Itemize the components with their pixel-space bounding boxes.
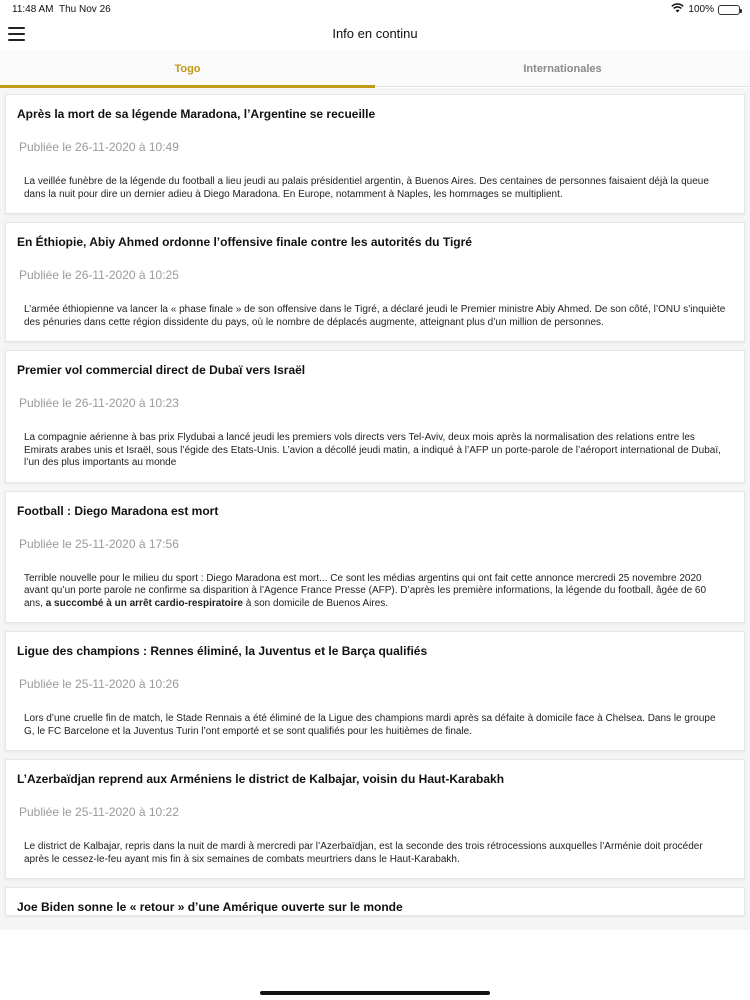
article-card[interactable] — [5, 631, 745, 751]
status-bar — [0, 0, 750, 18]
article-title: En Éthiopie, Abiy Ahmed ordonne l’offensive finale contre les autorités du Tigré — [17, 235, 472, 249]
news-feed[interactable] — [0, 88, 750, 930]
wifi-icon — [671, 3, 684, 16]
battery-icon — [718, 5, 740, 15]
article-summary — [6, 552, 744, 623]
article-summary: La compagnie aérienne à bas prix Flydubai a lancé jeudi les premiers vols directs vers Tel-Aviv, deux mois après la normalisation des relations entre les Emirats arabes unis et Israël, sous l’égide des Etats-Unis. L’avion a décollé jeudi matin, a indiqué à l’AFP un porte-parole de l’aéroport international de Dubaï, l’un des plus importants au monde — [24, 432, 721, 468]
article-card[interactable] — [5, 491, 745, 624]
battery-percent: 100% — [688, 4, 714, 15]
summary-text-end: à son domicile de Buenos Aires. — [242, 597, 389, 609]
article-title: Joe Biden sonne le « retour » d’une Amérique ouverte sur le monde — [17, 900, 403, 914]
article-card[interactable] — [5, 887, 745, 916]
status-time: 11:48 AM — [12, 4, 54, 15]
article-date: Publiée le 25-11-2020 à 10:22 — [19, 805, 179, 819]
summary-text: Terrible nouvelle pour le milieu du sport : Diego Maradona est mort... Ce sont les médias argentins qui ont fait cette annonce mercredi 25 novembre 2020 avant qu’un porte parole ne confirme sa disparition à l’Agence France Presse (AFP). D’après les première informations, la légende du football, âgée de 60 ans, — [24, 572, 707, 609]
article-summary: La veillée funèbre de la légende du football a lieu jeudi au palais présidentiel argentin, à Buenos Aires. Des centaines de personnes faisaient déjà la queue dans la nuit pour dire un dernier adieu à Diego Maradona. En Europe, notamment à Naples, les hommages se multiplient. — [24, 176, 709, 200]
article-title: L’Azerbaïdjan reprend aux Arméniens le district de Kalbajar, voisin du Haut-Karabakh — [17, 772, 505, 786]
tab-internationales[interactable]: Internationales — [523, 62, 602, 75]
article-date: Publiée le 26-11-2020 à 10:25 — [19, 268, 179, 282]
article-title: Premier vol commercial direct de Dubaï vers Israël — [17, 363, 306, 377]
article-date: Publiée le 25-11-2020 à 17:56 — [19, 536, 179, 551]
summary-bold-text: a succombé à un arrêt cardio-respiratoire — [45, 597, 243, 609]
article-title: Après la mort de sa légende Maradona, l’Argentine se recueille — [17, 107, 376, 121]
article-title: Ligue des champions : Rennes éliminé, la Juventus et le Barça qualifiés — [17, 644, 428, 658]
home-indicator[interactable] — [260, 991, 490, 995]
article-card[interactable] — [5, 222, 745, 342]
article-date: Publiée le 26-11-2020 à 10:23 — [19, 396, 179, 410]
tab-togo[interactable]: Togo — [0, 50, 375, 87]
article-card[interactable] — [5, 94, 745, 214]
article-title: Football : Diego Maradona est mort — [17, 503, 219, 518]
article-card[interactable] — [5, 759, 745, 879]
article-date: Publiée le 25-11-2020 à 10:26 — [19, 677, 179, 691]
app-header — [0, 18, 750, 50]
status-right — [671, 3, 740, 16]
article-summary: Lors d’une cruelle fin de match, le Stade Rennais a été éliminé de la Ligue des champions mardi après sa défaite à domicile face à Chelsea. Dans le groupe G, le FC Barcelone et la Juventus Turin l’ont emporté et se sont qualifiés pour les huitièmes de finale. — [24, 713, 716, 737]
article-card[interactable] — [5, 350, 745, 483]
page-title: Info en continu — [332, 26, 418, 41]
article-date: Publiée le 26-11-2020 à 10:49 — [19, 140, 179, 154]
status-date: Thu Nov 26 — [59, 4, 111, 15]
article-summary: L’armée éthiopienne va lancer la « phase finale » de son offensive dans le Tigré, a déclaré jeudi le Premier ministre Abiy Ahmed. De son côté, l’ONU s’inquiète des pénuries dans cette région dissidente du pays, où le nombre de déplacés augmente, atteignant plus d’un million de personnes. — [24, 304, 726, 328]
tab-bar — [0, 50, 750, 87]
article-summary: Le district de Kalbajar, repris dans la nuit de mardi à mercredi par l’Azerbaïdjan, est la seconde des trois rétrocessions auxquelles l’Arménie doit procéder après le cessez-le-feu ayant mis fin à six semaines de combats meurtriers dans le Haut-Karabakh. — [24, 841, 703, 865]
bottom-area — [0, 930, 750, 1000]
